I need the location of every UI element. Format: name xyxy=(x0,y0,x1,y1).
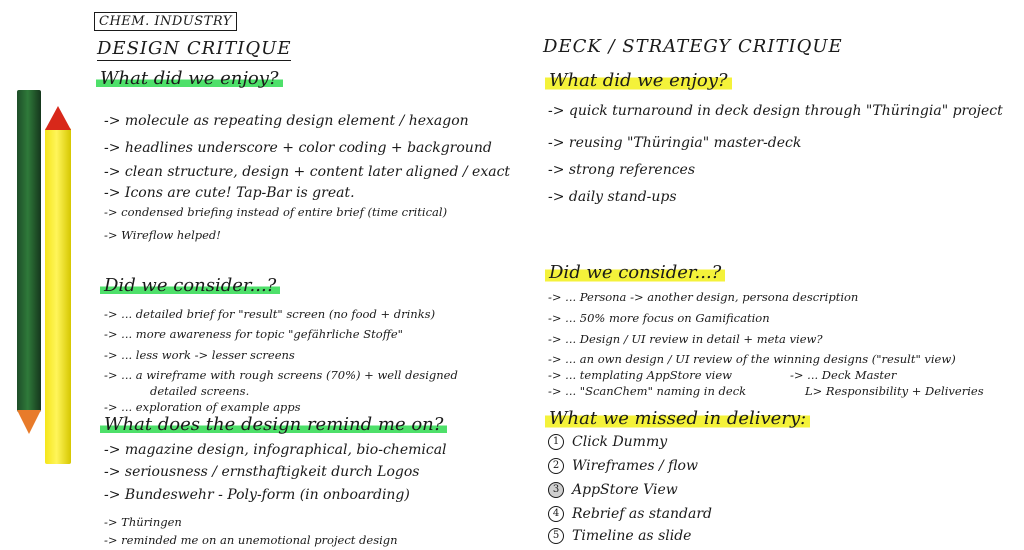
yellow-pencil-tip xyxy=(45,106,71,130)
right-consider-side-1: -> ... Deck Master xyxy=(790,368,897,382)
number-badge: 2 xyxy=(548,458,564,474)
left-consider-item-1: -> ... detailed brief for "result" screen (no food + drinks) xyxy=(104,307,436,321)
left-consider-item-4: -> ... a wireframe with rough screens (70%) + well designed xyxy=(104,368,458,382)
missed-item-text: AppStore View xyxy=(572,482,678,498)
yellow-pencil xyxy=(45,128,71,464)
left-remind-item-3: -> Bundeswehr - Poly-form (in onboarding) xyxy=(104,487,410,503)
left-enjoy-heading: What did we enjoy? xyxy=(96,68,283,89)
left-consider-item-4-cont: detailed screens. xyxy=(150,384,250,398)
left-remind-heading: What does the design remind me on? xyxy=(100,414,447,435)
right-enjoy-item-4: -> daily stand-ups xyxy=(548,189,677,205)
green-pencil-tip xyxy=(17,410,41,434)
right-enjoy-item-1: -> quick turnaround in deck design through "Thüringia" project xyxy=(548,103,1003,119)
right-consider-item-5: -> ... templating AppStore view xyxy=(548,368,732,382)
left-enjoy-item-5: -> condensed briefing instead of entire brief (time critical) xyxy=(104,205,448,219)
left-enjoy-item-2: -> headlines underscore + color coding + background xyxy=(104,140,492,156)
green-pencil xyxy=(17,90,41,412)
number-badge: 3 xyxy=(548,482,564,498)
right-consider-item-6: -> ... "ScanChem" naming in deck xyxy=(548,384,747,398)
left-remind-item-5: -> reminded me on an unemotional project design xyxy=(104,533,398,547)
chem-industry-tag: CHEM. INDUSTRY xyxy=(94,12,237,31)
missed-item-4 xyxy=(548,506,712,522)
missed-item-1 xyxy=(548,434,667,450)
right-consider-item-3: -> ... Design / UI review in detail + meta view? xyxy=(548,332,823,346)
right-enjoy-heading: What did we enjoy? xyxy=(545,70,732,91)
missed-item-text: Rebrief as standard xyxy=(572,506,712,522)
design-critique-title: DESIGN CRITIQUE xyxy=(97,38,292,59)
left-enjoy-item-1: -> molecule as repeating design element / hexagon xyxy=(104,113,469,129)
right-consider-item-4: -> ... an own design / UI review of the winning designs ("result" view) xyxy=(548,352,956,366)
missed-item-text: Timeline as slide xyxy=(572,528,692,544)
missed-item-text: Click Dummy xyxy=(572,434,668,450)
right-consider-item-2: -> ... 50% more focus on Gamification xyxy=(548,311,770,325)
right-consider-heading: Did we consider...? xyxy=(545,262,725,283)
right-consider-item-1: -> ... Persona -> another design, persona description xyxy=(548,290,859,304)
number-badge: 5 xyxy=(548,528,564,544)
deck-strategy-critique-title: DECK / STRATEGY CRITIQUE xyxy=(543,36,843,57)
missed-item-3 xyxy=(548,482,678,498)
left-remind-item-1: -> magazine design, infographical, bio-chemical xyxy=(104,442,447,458)
left-consider-item-3: -> ... less work -> lesser screens xyxy=(104,348,295,362)
missed-item-2 xyxy=(548,458,698,474)
right-missed-heading: What we missed in delivery: xyxy=(545,408,810,429)
right-enjoy-item-3: -> strong references xyxy=(548,162,696,178)
right-consider-side-2: L> Responsibility + Deliveries xyxy=(805,384,984,398)
right-enjoy-item-2: -> reusing "Thüringia" master-deck xyxy=(548,135,802,151)
left-consider-heading: Did we consider...? xyxy=(100,275,280,296)
left-remind-item-4: -> Thüringen xyxy=(104,515,182,529)
left-enjoy-item-6: -> Wireflow helped! xyxy=(104,228,221,242)
left-enjoy-item-4: -> Icons are cute! Tap-Bar is great. xyxy=(104,185,355,201)
number-badge: 4 xyxy=(548,506,564,522)
number-badge: 1 xyxy=(548,434,564,450)
left-remind-item-2: -> seriousness / ernsthaftigkeit durch Logos xyxy=(104,464,420,480)
missed-item-text: Wireframes / flow xyxy=(572,458,698,474)
left-enjoy-item-3: -> clean structure, design + content later aligned / exact xyxy=(104,164,511,180)
left-consider-item-5: -> ... exploration of example apps xyxy=(104,400,301,414)
left-consider-item-2: -> ... more awareness for topic "gefährliche Stoffe" xyxy=(104,327,403,341)
missed-item-5 xyxy=(548,528,691,544)
